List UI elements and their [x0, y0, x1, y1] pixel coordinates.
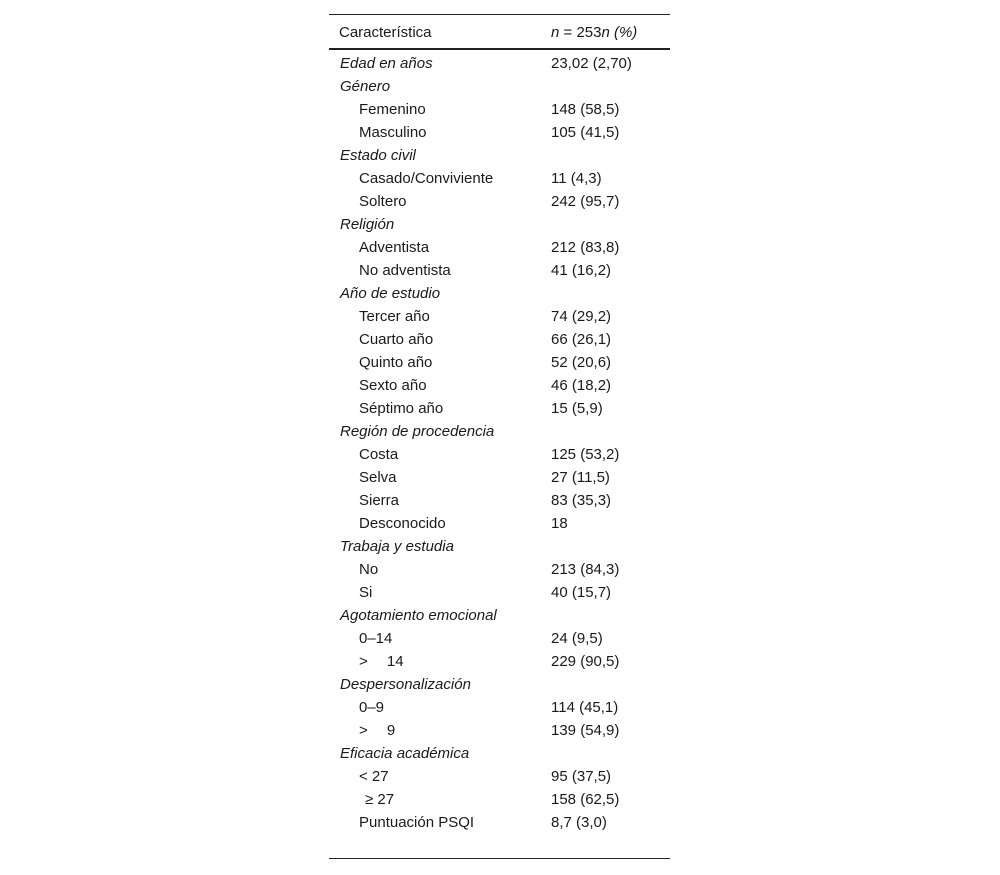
row-label: > 14	[359, 653, 404, 670]
table-row	[329, 558, 670, 581]
row-value: 15 (5,9)	[551, 400, 603, 417]
row-label: Sierra	[359, 492, 400, 509]
table-row	[329, 650, 670, 673]
row-value: 24 (9,5)	[551, 630, 603, 647]
table-row-category	[329, 52, 670, 75]
table-row-category	[329, 75, 670, 98]
table-row	[329, 374, 670, 397]
row-value: 95 (37,5)	[551, 768, 612, 785]
table-body	[329, 50, 670, 834]
row-value: 125 (53,2)	[551, 446, 620, 463]
row-value: 212 (83,8)	[551, 239, 620, 256]
table-header	[329, 17, 670, 50]
row-value: 27 (11,5)	[551, 469, 610, 486]
row-label: Cuarto año	[359, 331, 434, 348]
characteristics-table	[329, 14, 670, 834]
row-value: 158 (62,5)	[551, 791, 620, 808]
table-row	[329, 811, 670, 834]
table-row-category	[329, 144, 670, 167]
row-value: 11 (4,3)	[551, 170, 602, 187]
header-n-percent	[551, 24, 670, 41]
row-label: Agotamiento emocional	[340, 607, 497, 624]
row-label: Sexto año	[359, 377, 427, 394]
row-label: > 9	[359, 722, 396, 739]
row-label: No adventista	[359, 262, 451, 279]
row-label: Puntuación PSQI	[359, 814, 475, 831]
table-row	[329, 466, 670, 489]
table-row-category	[329, 604, 670, 627]
row-value: 242 (95,7)	[551, 193, 620, 210]
row-label: Estado civil	[340, 147, 416, 164]
table-row	[329, 512, 670, 535]
table-top-rule	[329, 14, 670, 15]
row-value: 74 (29,2)	[551, 308, 612, 325]
table-row-category	[329, 420, 670, 443]
row-label: Tercer año	[359, 308, 430, 325]
table-row	[329, 328, 670, 351]
row-label: < 27	[359, 768, 389, 785]
row-value: 229 (90,5)	[551, 653, 620, 670]
row-value: 18	[551, 515, 568, 532]
header-n-italic: n	[551, 24, 560, 41]
row-label: Masculino	[359, 124, 427, 141]
row-value: 83 (35,3)	[551, 492, 612, 509]
row-value: 41 (16,2)	[551, 262, 612, 279]
table-row	[329, 259, 670, 282]
table-row	[329, 397, 670, 420]
table-row	[329, 121, 670, 144]
row-label: Si	[359, 584, 373, 601]
row-value: 114 (45,1)	[551, 699, 619, 716]
row-value: 66 (26,1)	[551, 331, 612, 348]
row-value: 23,02 (2,70)	[551, 55, 632, 72]
header-characteristic: Característica	[339, 24, 432, 41]
row-label: Selva	[359, 469, 397, 486]
row-label: Costa	[359, 446, 399, 463]
row-label: Trabaja y estudia	[340, 538, 454, 555]
row-value: 148 (58,5)	[551, 101, 620, 118]
table-row	[329, 489, 670, 512]
row-label: Casado/Conviviente	[359, 170, 494, 187]
table-row	[329, 351, 670, 374]
row-label: Género	[340, 78, 391, 95]
row-value: 213 (84,3)	[551, 561, 620, 578]
row-label: Adventista	[359, 239, 430, 256]
row-label: No	[359, 561, 379, 578]
row-label: Desconocido	[359, 515, 446, 532]
row-value: 139 (54,9)	[551, 722, 620, 739]
row-label: Despersonalización	[340, 676, 471, 693]
table-row	[329, 627, 670, 650]
row-label: Séptimo año	[359, 400, 444, 417]
row-label: Femenino	[359, 101, 426, 118]
table-row	[329, 765, 670, 788]
row-value: 105 (41,5)	[551, 124, 620, 141]
row-label: ≥ 27	[365, 791, 395, 808]
table-row	[329, 190, 670, 213]
table-bottom-rule	[329, 858, 670, 859]
row-label: 0–9	[359, 699, 385, 716]
row-label: 0–14	[359, 630, 393, 647]
row-label: Edad en años	[340, 55, 433, 72]
row-value: 40 (15,7)	[551, 584, 612, 601]
table-row-category	[329, 213, 670, 236]
row-label: Año de estudio	[340, 285, 441, 302]
table-row	[329, 236, 670, 259]
table-row	[329, 443, 670, 466]
table-row-category	[329, 535, 670, 558]
row-value: 8,7 (3,0)	[551, 814, 607, 831]
row-value: 46 (18,2)	[551, 377, 612, 394]
row-label: Quinto año	[359, 354, 433, 371]
table-row-category	[329, 742, 670, 765]
table-row-category	[329, 673, 670, 696]
table-row	[329, 696, 670, 719]
row-value: 52 (20,6)	[551, 354, 612, 371]
table-row-category	[329, 282, 670, 305]
row-label: Soltero	[359, 193, 407, 210]
table-row	[329, 581, 670, 604]
table-row	[329, 98, 670, 121]
table-row	[329, 305, 670, 328]
header-n-percent-italic: n (%)	[601, 24, 638, 41]
row-label: Religión	[340, 216, 395, 233]
table-row	[329, 788, 670, 811]
table-row	[329, 719, 670, 742]
row-label: Región de procedencia	[340, 423, 495, 440]
table-row	[329, 167, 670, 190]
header-n-value: = 253	[559, 24, 602, 41]
row-label: Eficacia académica	[340, 745, 470, 762]
